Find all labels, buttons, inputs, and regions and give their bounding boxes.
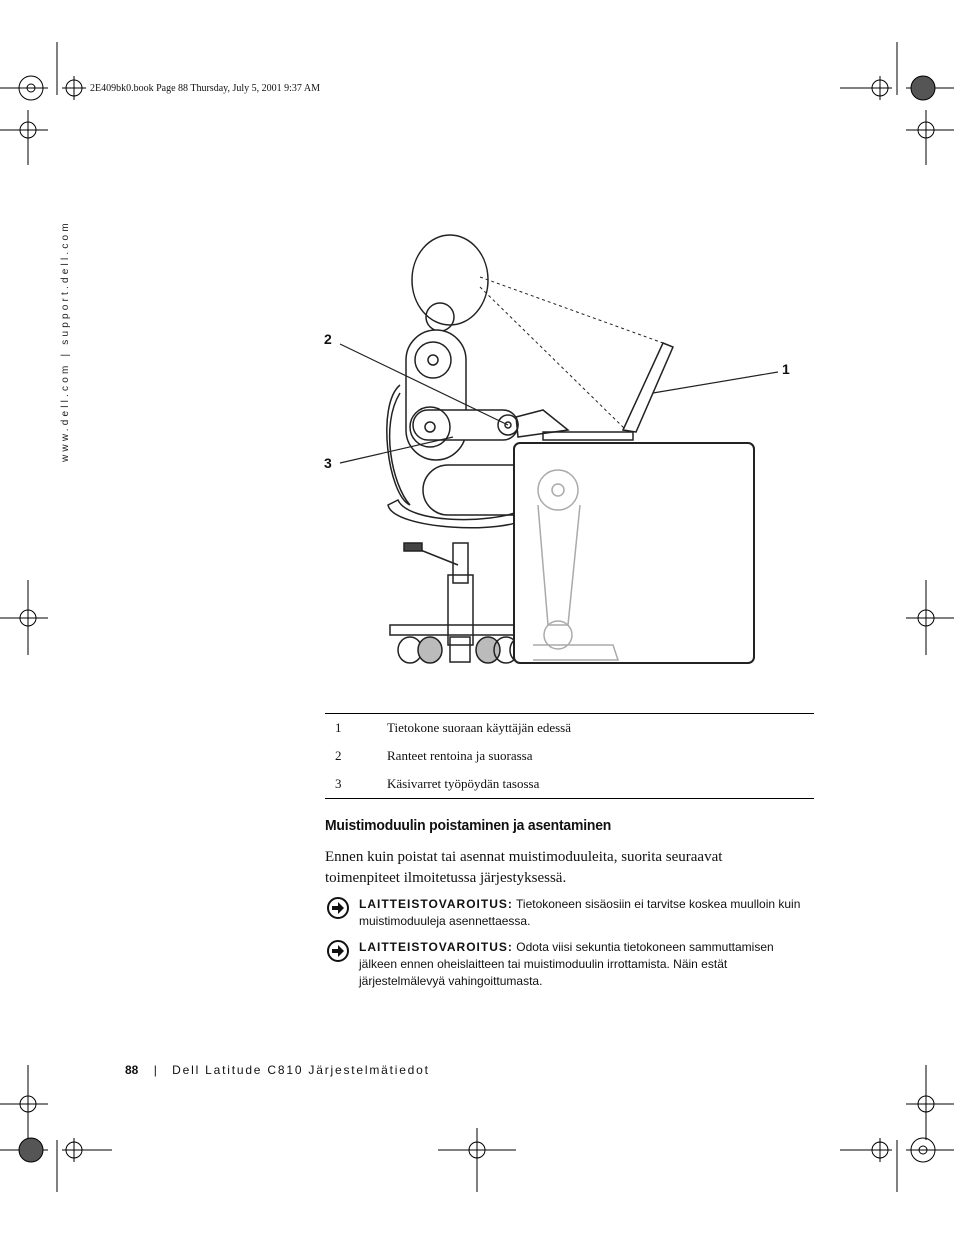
page-footer [125,1063,430,1077]
table-row [325,714,814,743]
figure-legend-table [325,713,814,799]
footer-separator: | [153,1063,157,1077]
notice-label: LAITTEISTOVAROITUS: [359,897,513,911]
page-number: 88 [125,1063,139,1077]
notice-arrow-icon [327,897,349,919]
notice-text: Odota viisi sekuntia tietokoneen sammuttamisen jälkeen ennen oheislaitteen tai muistimoduulin irrottamista. Näin estät järjestelmälevyä vahingoittumasta. [359,940,774,988]
notice-text: Tietokoneen sisäosiin ei tarvitse koskea muulloin kuin muistimoduuleja asennettaessa. [359,897,801,928]
ergonomics-figure [318,225,818,675]
hardware-notice-1 [325,896,815,930]
print-header: 2E409bk0.book Page 88 Thursday, July 5, 2001 9:37 AM [90,83,320,94]
table-row [325,770,814,799]
hardware-notice-2 [325,939,815,990]
legend-text: Käsivarret työpöydän tasossa [387,776,540,791]
notice-arrow-icon [327,940,349,962]
ergonomics-illustration [318,225,818,675]
legend-text: Ranteet rentoina ja suorassa [387,748,533,763]
legend-number: 3 [335,776,342,791]
callout-3: 3 [324,455,332,471]
section-heading: Muistimoduulin poistaminen ja asentaminen [325,817,612,834]
legend-number: 1 [335,720,342,735]
legend-text: Tietokone suoraan käyttäjän edessä [387,720,571,735]
legend-number: 2 [335,748,342,763]
intro-paragraph: Ennen kuin poistat tai asennat muistimoduuleita, suorita seuraavat toimenpiteet ilmoitetussa järjestyksessä. [325,849,723,886]
book-title: Dell Latitude C810 Järjestelmätiedot [172,1063,430,1077]
callout-1: 1 [782,361,790,377]
table-row [325,742,814,770]
notice-label: LAITTEISTOVAROITUS: [359,940,513,954]
sidebar-url: www.dell.com | support.dell.com [60,220,71,462]
callout-2: 2 [324,331,332,347]
